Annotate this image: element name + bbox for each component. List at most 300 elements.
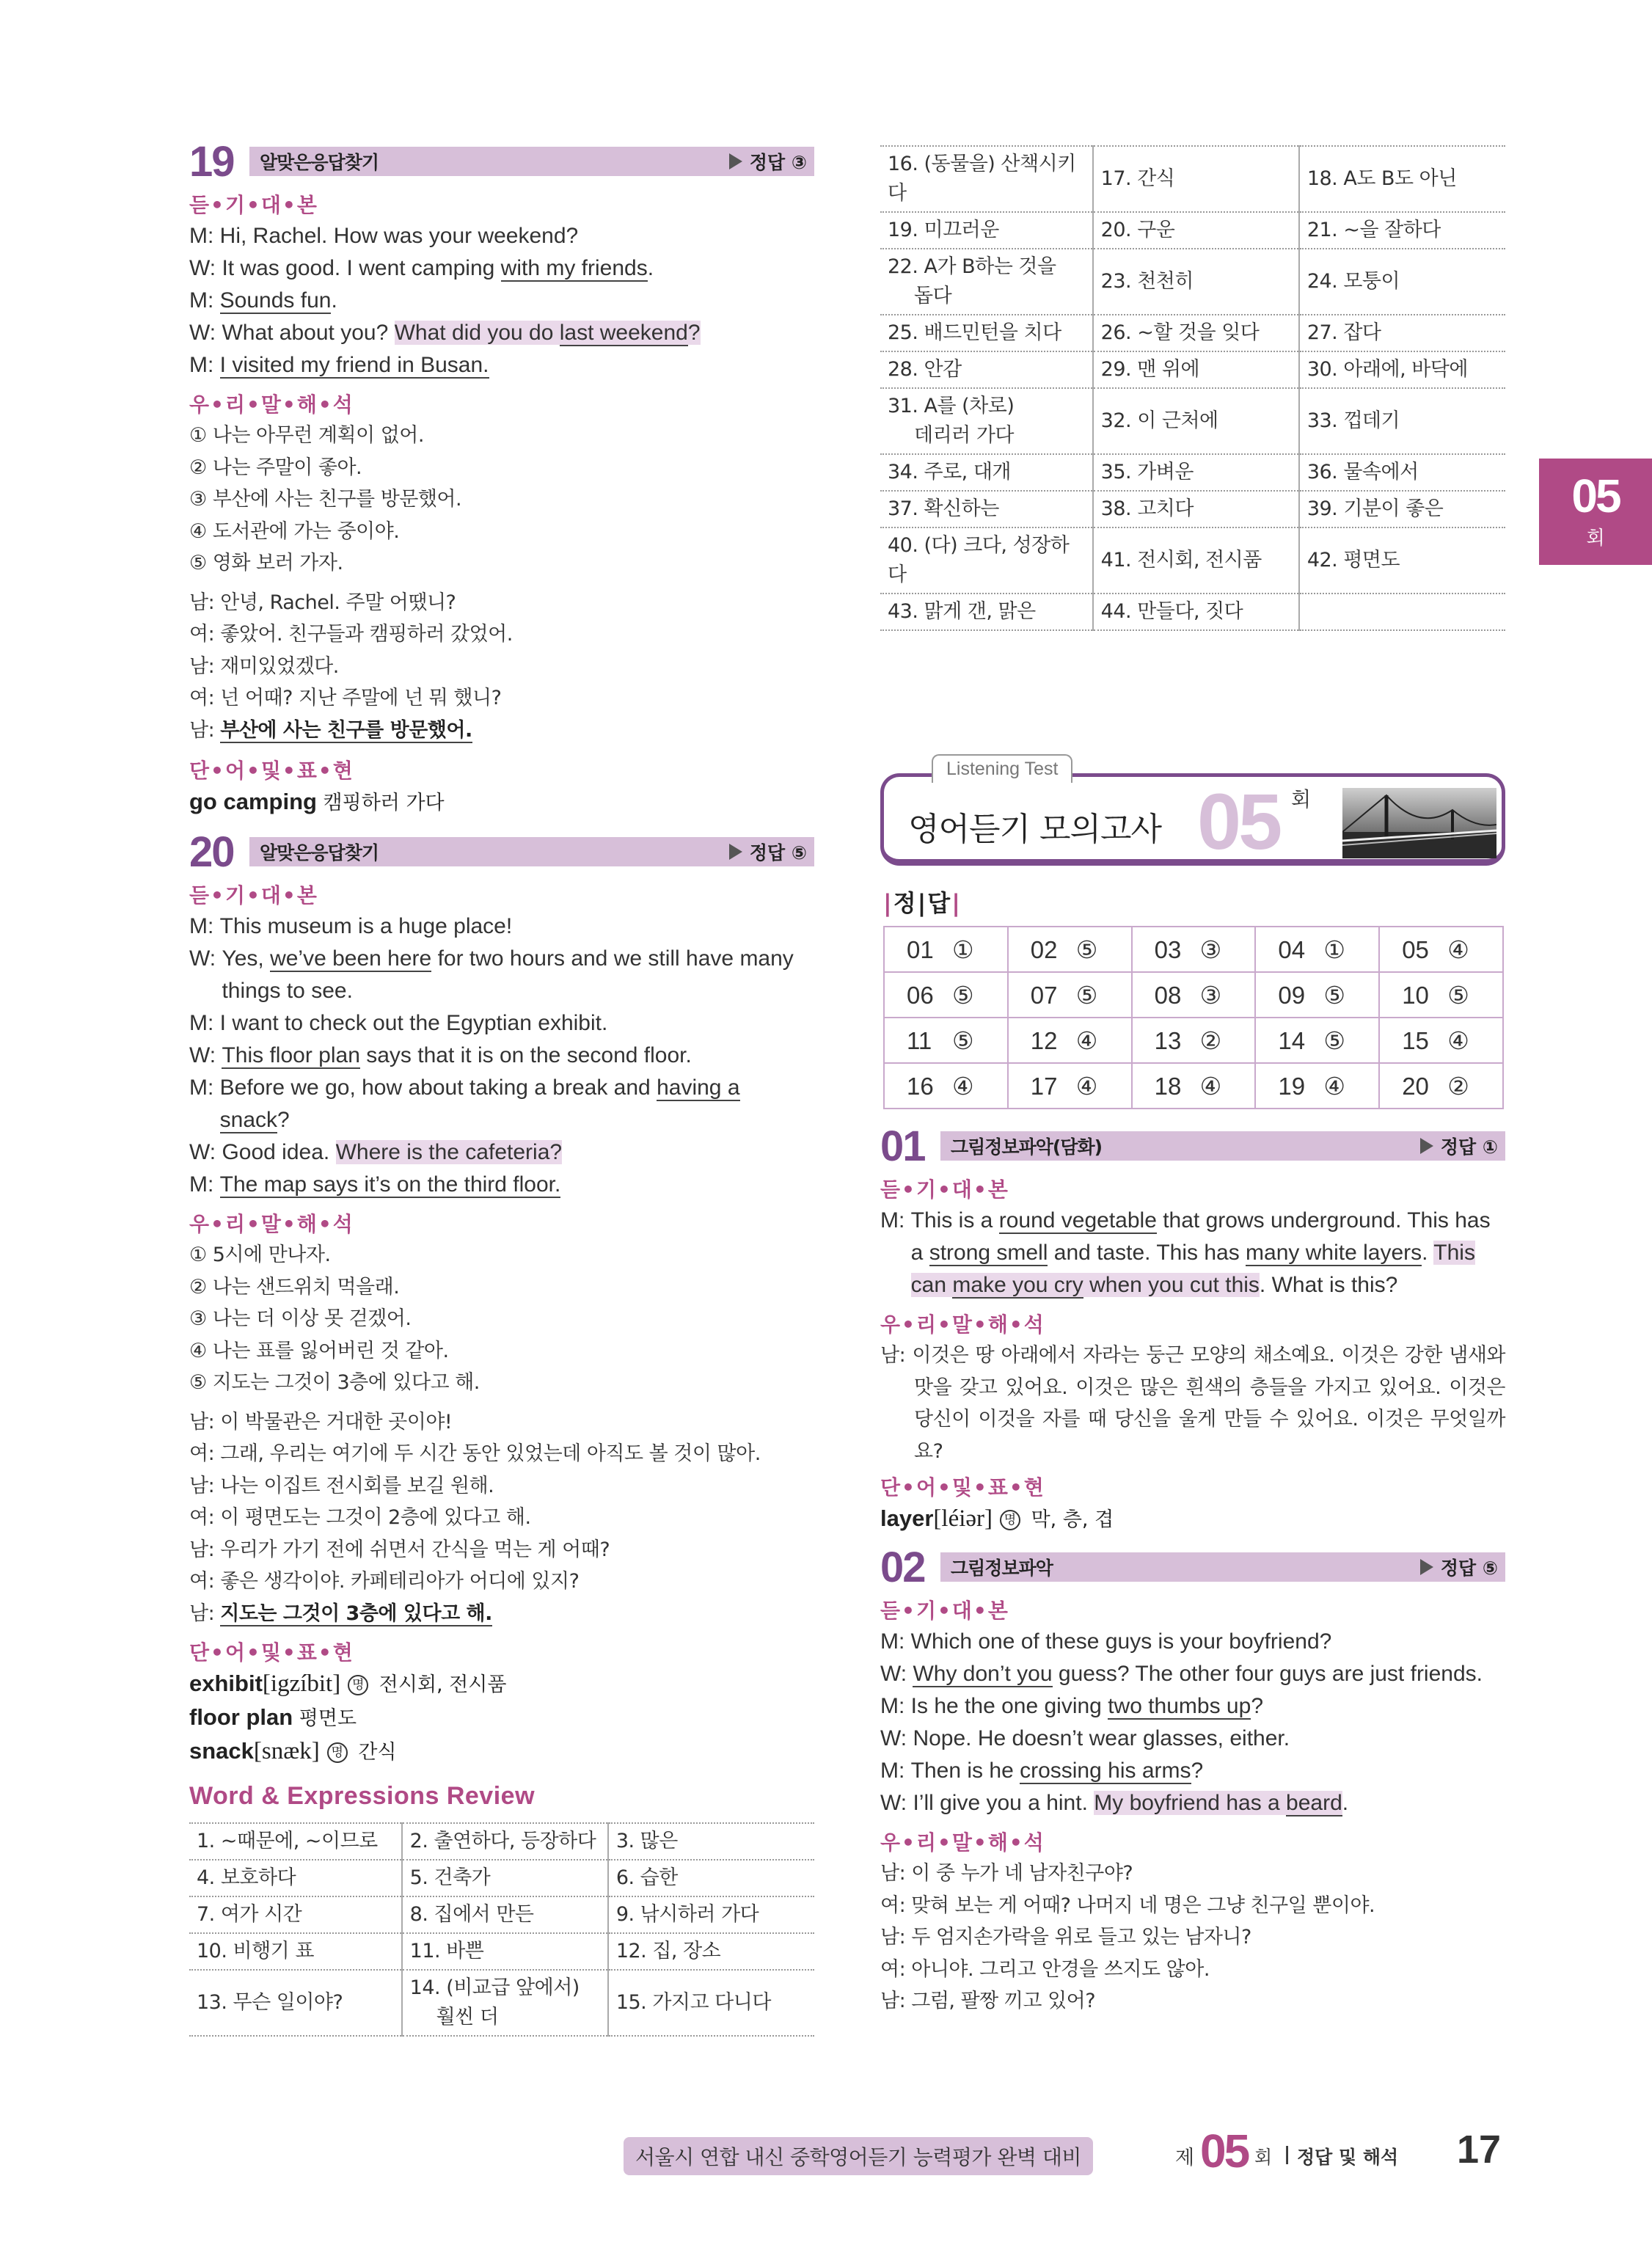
answer-cell xyxy=(1379,1018,1503,1063)
interpretation-label: 우•리•말•해•석 xyxy=(880,1312,1045,1337)
review-cell xyxy=(1299,212,1505,249)
review-cell-text: 28. 안감 xyxy=(888,358,962,381)
translation-line xyxy=(189,1470,814,1502)
vocab-meaning: 막, 층, 겹 xyxy=(1025,1508,1114,1531)
answer-number: 01 xyxy=(907,935,934,963)
speaker-label: M: xyxy=(189,1172,220,1197)
text-segment: . xyxy=(1342,1791,1349,1815)
review-cell xyxy=(1299,146,1505,212)
answer-choice: ③ xyxy=(1199,935,1222,963)
dialogue-text xyxy=(222,1040,814,1072)
review-cell xyxy=(880,351,1093,388)
interpretation-label: 우•리•말•해•석 xyxy=(189,392,354,417)
answer-number: 10 xyxy=(1402,981,1429,1009)
dialogue-line xyxy=(189,1169,814,1201)
review-cell xyxy=(1299,454,1505,491)
section-header xyxy=(880,1545,1505,1589)
review-cell-text: 16. (동물을) 산책시키다 xyxy=(888,153,1076,205)
review-cell-text: 2. 출연하다, 등장하다 xyxy=(409,1830,596,1852)
review-cell xyxy=(402,1896,608,1933)
review-cell-text: 3. 많은 xyxy=(615,1830,678,1852)
review-cell-text: 32. 이 근처에 xyxy=(1100,409,1218,432)
listening-script xyxy=(189,910,814,1201)
section-header xyxy=(189,830,814,874)
part-of-speech-icon: 명 xyxy=(348,1675,368,1695)
translation-text: 남: 그럼, 팔짱 끼고 있어? xyxy=(880,1990,1096,2012)
question-number: 19 xyxy=(189,137,234,186)
speaker-label: M: xyxy=(880,1208,911,1233)
bridge-illustration xyxy=(1342,788,1496,858)
review-cell-text: 40. (다) 크다, 성장하다 xyxy=(888,534,1070,586)
dialogue-line xyxy=(880,1723,1505,1755)
review-cell-text: 8. 집에서 만든 xyxy=(409,1903,534,1926)
text-segment: Before we go, how about taking a break and xyxy=(219,1076,657,1100)
dialogue-text xyxy=(220,285,814,317)
dialogue-text xyxy=(911,1205,1505,1301)
dialogue-line xyxy=(880,1205,1505,1301)
section-header xyxy=(189,137,814,186)
answer-number: 20 xyxy=(1402,1072,1429,1100)
translation-text: 남: 이 박물관은 거대한 곳이야! xyxy=(189,1410,453,1434)
text-segment: that grows underground. This has a xyxy=(910,1208,1491,1265)
dialogue-text xyxy=(913,1658,1505,1690)
vocab-meaning: 캠핑하러 가다 xyxy=(316,792,445,814)
review-cell xyxy=(402,1823,608,1860)
dialogue-line xyxy=(189,317,814,349)
review-cell xyxy=(880,527,1093,594)
review-cell xyxy=(608,1896,814,1933)
speaker-label: M: xyxy=(880,1629,911,1654)
review-cell-text: 19. 미끄러운 xyxy=(888,219,999,241)
translation xyxy=(880,1858,1505,2018)
review-cell-text: 11. 바쁜 xyxy=(409,1940,484,1962)
section-header xyxy=(880,1124,1505,1168)
text-segment: beard xyxy=(1286,1791,1342,1815)
review-cell-text: 24. 모퉁이 xyxy=(1306,270,1400,293)
answer-cell xyxy=(884,972,1008,1018)
review-cell xyxy=(1093,315,1299,351)
review-cell xyxy=(880,454,1093,491)
right-column xyxy=(880,139,1505,2018)
review-cell-text: 26. ~할 것을 잊다 xyxy=(1100,321,1260,344)
answer-number: 02 xyxy=(1030,935,1058,963)
play-arrow-icon xyxy=(1420,1138,1433,1154)
answer-cell xyxy=(1008,927,1132,972)
answer-number: 19 xyxy=(1278,1072,1306,1100)
review-cell-text: 27. 잡다 xyxy=(1306,321,1381,344)
answer-number: 16 xyxy=(907,1072,934,1100)
review-cell xyxy=(189,1896,402,1933)
review-cell xyxy=(1093,527,1299,594)
review-cell-text: 12. 집, 장소 xyxy=(615,1940,721,1962)
speaker-label: M: xyxy=(880,1759,911,1783)
list-item: ③ 부산에 사는 친구를 방문했어. xyxy=(189,488,462,511)
dialogue-line xyxy=(189,1007,814,1040)
review-row xyxy=(880,491,1505,527)
translation-text: 남: 안녕, Rachel. 주말 어땠니? xyxy=(189,591,456,614)
answer-choice: ⑤ xyxy=(1075,981,1098,1009)
dialogue-line xyxy=(880,1658,1505,1690)
answer-choice: ④ xyxy=(1199,1072,1222,1100)
review-cell xyxy=(1093,388,1299,454)
answer-cell xyxy=(1379,1063,1503,1109)
text-segment: This museum is a huge place! xyxy=(219,914,513,938)
answer-choice: ② xyxy=(1447,1072,1469,1100)
listening-test-banner xyxy=(880,754,1505,866)
question-type: 알맞은응답찾기 xyxy=(260,842,379,863)
dialogue-text xyxy=(911,1755,1505,1787)
answer-choice: ④ xyxy=(1075,1026,1098,1054)
text-segment: This can xyxy=(910,1241,1475,1297)
review-row xyxy=(189,1933,814,1970)
dialogue-line xyxy=(880,1755,1505,1787)
translation-line xyxy=(189,682,814,715)
vocab-word: floor plan xyxy=(189,1704,293,1730)
answer-number: 09 xyxy=(1278,981,1306,1009)
text-segment: . xyxy=(1422,1241,1434,1265)
list-item: ② 나는 샌드위치 먹을래. xyxy=(189,1275,400,1299)
text-segment: crossing his arms xyxy=(1020,1759,1191,1783)
review-cell-text: 39. 기분이 좋은 xyxy=(1306,497,1444,520)
vocab-entry xyxy=(189,786,814,819)
translation-text: 여: 이 평면도는 그것이 2층에 있다고 해. xyxy=(189,1506,531,1529)
speaker-label: W: xyxy=(189,946,222,971)
text-segment: ? xyxy=(277,1108,290,1132)
answer-number: 05 xyxy=(1402,935,1429,963)
answer-options xyxy=(189,420,814,580)
review-cell-text: 37. 확신하는 xyxy=(888,497,999,520)
text-segment: Yes, xyxy=(222,946,271,971)
vocab-word: go camping xyxy=(189,789,317,814)
speaker-label: W: xyxy=(189,321,222,345)
vocab-phonetic: [snæk] xyxy=(253,1738,320,1764)
review-cell-text: 15. 가지고 다니다 xyxy=(615,1991,771,2014)
question-20 xyxy=(189,830,814,1769)
translation-text: 남: 이 중 누가 네 남자친구야? xyxy=(880,1862,1133,1885)
question-02 xyxy=(880,1545,1505,2018)
text-segment: What about you? xyxy=(222,321,395,345)
bridge-photo xyxy=(1342,788,1496,858)
question-number: 20 xyxy=(189,828,234,876)
listening-script-label: 듣•기•대•본 xyxy=(880,1177,1009,1202)
speaker-label: W: xyxy=(880,1791,913,1815)
list-item: ③ 나는 더 이상 못 걷겠어. xyxy=(189,1307,412,1330)
question-19 xyxy=(189,139,814,819)
speaker-label: W: xyxy=(189,1043,222,1067)
review-cell xyxy=(880,212,1093,249)
translation-text: 남: xyxy=(189,1602,221,1625)
text-segment: Is he the one giving xyxy=(910,1694,1108,1718)
answer-label: 정답 ③ xyxy=(749,152,807,173)
review-cell xyxy=(880,491,1093,527)
text-segment: Sounds fun xyxy=(219,288,332,313)
text-segment: . xyxy=(647,256,654,280)
review-cell-text: 데리러 가다 xyxy=(914,424,1014,447)
review-cell xyxy=(402,1860,608,1896)
answer-cell xyxy=(1379,927,1503,972)
review-row xyxy=(880,146,1505,212)
text-segment: Which one of these guys is your boyfriend? xyxy=(910,1629,1332,1654)
translation-text: 남: xyxy=(189,718,221,742)
speaker-label: M: xyxy=(189,1011,220,1035)
answer-key-table xyxy=(883,926,1504,1109)
list-item: ① 나는 아무런 계획이 없어. xyxy=(189,424,424,447)
review-cell xyxy=(880,315,1093,351)
review-cell-text: 10. 비행기 표 xyxy=(197,1940,314,1962)
dialogue-text xyxy=(222,943,814,1007)
answer-cell xyxy=(1132,972,1256,1018)
text-segment: Good idea. xyxy=(222,1140,336,1164)
translation-text: 남: 재미있었겠다. xyxy=(189,654,339,678)
translation xyxy=(880,1340,1505,1467)
translation-answer: 지도는 그것이 3층에 있다고 해. xyxy=(220,1602,492,1625)
answer-choice: ④ xyxy=(1323,1072,1345,1100)
review-cell xyxy=(608,1860,814,1896)
dialogue-text xyxy=(913,1723,1505,1755)
dialogue-line xyxy=(189,349,814,381)
text-segment: . xyxy=(331,288,337,313)
review-cell xyxy=(1093,212,1299,249)
review-cell-text: 17. 간식 xyxy=(1100,167,1175,190)
text-segment: My boyfriend has a xyxy=(1094,1791,1287,1815)
listening-script xyxy=(189,220,814,381)
question-type: 알맞은응답찾기 xyxy=(260,152,379,173)
dialogue-line xyxy=(189,943,814,1007)
review-table-left xyxy=(189,1822,814,2037)
translation-line xyxy=(189,587,814,619)
listening-script xyxy=(880,1205,1505,1301)
question-type-bar xyxy=(249,147,814,176)
review-row xyxy=(189,1896,814,1933)
answer-cell xyxy=(884,1018,1008,1063)
answer-cell xyxy=(1008,1018,1132,1063)
dialogue-line xyxy=(189,220,814,252)
review-cell-text: 25. 배드민턴을 치다 xyxy=(888,321,1061,344)
answer-cell xyxy=(884,1063,1008,1109)
translation-line xyxy=(880,1985,1505,2018)
interpretation-label: 우•리•말•해•석 xyxy=(880,1830,1045,1855)
dialogue-text xyxy=(222,1136,814,1169)
text-segment: we’ve been here xyxy=(270,946,432,971)
dialogue-line xyxy=(189,1040,814,1072)
review-cell xyxy=(402,1970,608,2036)
review-cell xyxy=(189,1823,402,1860)
left-column xyxy=(189,139,814,2037)
speaker-label: M: xyxy=(189,353,220,377)
answer-choice: ⑤ xyxy=(1323,981,1345,1009)
review-cell xyxy=(1093,351,1299,388)
text-segment: many white layers xyxy=(1246,1241,1422,1265)
review-cell-text: 35. 가벼운 xyxy=(1100,461,1194,483)
text-segment: strong smell xyxy=(929,1241,1048,1265)
banner-tag: Listening Test xyxy=(932,754,1072,783)
text-segment: What did you do xyxy=(394,321,560,345)
review-cell-text: 31. A를 (차로) xyxy=(888,395,1015,417)
review-row xyxy=(189,1970,814,2036)
text-segment: I want to check out the Egyptian exhibit. xyxy=(219,1011,608,1035)
dialogue-line xyxy=(880,1787,1505,1819)
answer-number: 03 xyxy=(1154,935,1182,963)
text-segment: This floor plan xyxy=(222,1043,360,1067)
answer-cell xyxy=(884,927,1008,972)
review-cell xyxy=(880,594,1093,630)
text-segment: ? xyxy=(687,321,701,345)
speaker-label: M: xyxy=(189,224,220,248)
answer-indicator xyxy=(729,839,807,865)
listening-script-label: 듣•기•대•본 xyxy=(189,883,318,908)
banner-suffix: 회 xyxy=(1291,787,1312,811)
review-cell-text: 14. (비교급 앞에서) xyxy=(409,1976,580,1999)
review-cell xyxy=(1299,249,1505,315)
play-arrow-icon xyxy=(729,153,742,169)
answer-choice: ① xyxy=(1323,935,1345,963)
review-cell xyxy=(1299,351,1505,388)
review-cell-text: 훨씬 더 xyxy=(436,2006,499,2029)
list-item: ② 나는 주말이 좋아. xyxy=(189,456,362,479)
translation-line xyxy=(880,1340,1505,1467)
speaker-label: W: xyxy=(189,256,222,280)
dialogue-line xyxy=(189,910,814,943)
review-cell xyxy=(880,146,1093,212)
vocab-word: exhibit xyxy=(189,1670,263,1696)
dialogue-text xyxy=(220,1072,814,1136)
answer-indicator xyxy=(729,148,807,175)
text-segment: round vegetable xyxy=(998,1208,1157,1233)
dialogue-text xyxy=(911,1626,1505,1658)
text-segment: Why don’t you xyxy=(913,1662,1053,1686)
list-item: ④ 나는 표를 잃어버린 것 같아. xyxy=(189,1339,449,1362)
speaker-label: M: xyxy=(189,914,220,938)
review-cell-text: 5. 건축가 xyxy=(409,1866,491,1889)
dialogue-line xyxy=(189,285,814,317)
chapter-tab-suffix: 회 xyxy=(1586,527,1605,549)
translation-line xyxy=(880,1890,1505,1922)
speaker-label: W: xyxy=(189,1140,222,1164)
translation-line xyxy=(189,1534,814,1566)
page-footer xyxy=(624,2124,1511,2183)
review-row xyxy=(880,212,1505,249)
review-cell-text: 7. 여가 시간 xyxy=(197,1903,302,1926)
answer-row xyxy=(884,1018,1503,1063)
part-of-speech-icon: 명 xyxy=(1000,1510,1020,1530)
vocab-word: layer xyxy=(880,1505,934,1531)
vocab-entry xyxy=(189,1735,814,1769)
question-number: 02 xyxy=(880,1543,925,1591)
play-arrow-icon xyxy=(1420,1559,1433,1575)
list-item: ① 5시에 만나자. xyxy=(189,1244,331,1266)
review-row xyxy=(880,249,1505,315)
review-cell xyxy=(189,1970,402,2036)
speaker-label: M: xyxy=(880,1694,911,1718)
answer-choice: ② xyxy=(1199,1026,1222,1054)
review-cell xyxy=(1299,491,1505,527)
text-segment: It was good. I went camping xyxy=(222,256,501,280)
answers-label: |정|답| xyxy=(883,889,962,917)
interpretation-label: 우•리•말•해•석 xyxy=(189,1212,354,1236)
dialogue-line xyxy=(189,1136,814,1169)
chapter-tab[interactable] xyxy=(1539,459,1652,565)
dialogue-text xyxy=(913,1787,1505,1819)
review-row xyxy=(880,315,1505,351)
text-segment: ? xyxy=(1191,1759,1204,1783)
answer-cell xyxy=(1379,972,1503,1018)
answer-options xyxy=(189,1239,814,1399)
question-number: 01 xyxy=(880,1122,925,1170)
text-segment: for two hours and we still have many things to see. xyxy=(222,946,794,1003)
dialogue-text xyxy=(911,1690,1505,1723)
translation-line xyxy=(880,1858,1505,1890)
answer-number: 12 xyxy=(1030,1026,1058,1054)
vocab-entry xyxy=(189,1668,814,1701)
answer-choice: ① xyxy=(952,935,974,963)
vocab-entry xyxy=(880,1502,1505,1536)
vocab-entry xyxy=(189,1701,814,1735)
vocabulary-list xyxy=(189,786,814,819)
review-cell xyxy=(1093,146,1299,212)
dialogue-text xyxy=(222,317,814,349)
review-cell xyxy=(1093,454,1299,491)
answer-indicator xyxy=(1420,1554,1498,1580)
part-of-speech-icon: 명 xyxy=(327,1742,348,1763)
answer-number: 11 xyxy=(907,1026,932,1054)
speaker-label: W: xyxy=(880,1662,913,1686)
answer-choice: ⑤ xyxy=(1323,1026,1345,1054)
translation-text: 여: 그래, 우리는 여기에 두 시간 동안 있었는데 아직도 볼 것이 많아. xyxy=(189,1442,761,1465)
translation-text: 남: 나는 이집트 전시회를 보길 원해. xyxy=(189,1474,494,1497)
answer-choice: ④ xyxy=(1447,1026,1469,1054)
translation xyxy=(189,587,814,747)
translation-line xyxy=(189,715,814,747)
review-cell-text: 20. 구운 xyxy=(1100,219,1175,241)
footer-suffix: 회 xyxy=(1254,2147,1273,2168)
text-segment: last weekend xyxy=(559,321,688,345)
answer-choice: ⑤ xyxy=(1447,981,1469,1009)
dialogue-line xyxy=(189,1072,814,1136)
question-type: 그림정보파악 xyxy=(951,1558,1053,1579)
text-segment: ? xyxy=(1251,1694,1263,1718)
play-arrow-icon xyxy=(729,844,742,860)
translation-line xyxy=(880,1921,1505,1954)
answer-number: 14 xyxy=(1278,1026,1306,1054)
answer-number: 04 xyxy=(1278,935,1306,963)
review-row xyxy=(189,1823,814,1860)
dialogue-text xyxy=(222,252,814,285)
answer-label: 정답 ⑤ xyxy=(749,842,807,863)
translation-text: 여: 넌 어때? 지난 주말에 넌 뭐 했니? xyxy=(189,687,502,709)
review-cell-text: 13. 무슨 일이야? xyxy=(197,1991,343,2014)
question-type: 그림정보파악(담화) xyxy=(951,1136,1103,1158)
review-cell xyxy=(880,249,1093,315)
text-segment: This is a xyxy=(910,1208,999,1233)
review-row xyxy=(880,454,1505,491)
text-segment: guess? The other four guys are just friends. xyxy=(1052,1662,1483,1686)
text-segment: and taste. This has xyxy=(1048,1241,1246,1265)
review-cell-text: 41. 전시회, 전시품 xyxy=(1100,549,1262,572)
review-cell xyxy=(608,1933,814,1970)
text-segment: with my friends xyxy=(500,256,648,280)
answer-number: 13 xyxy=(1154,1026,1182,1054)
review-row xyxy=(880,388,1505,454)
vocabulary-list xyxy=(189,1668,814,1769)
review-cell-text: 42. 평면도 xyxy=(1306,549,1400,572)
footer-book-title: 서울시 연합 내신 중학영어듣기 능력평가 완벽 대비 xyxy=(624,2137,1093,2175)
dialogue-line xyxy=(880,1626,1505,1658)
review-cell xyxy=(608,1823,814,1860)
answer-cell xyxy=(1008,1063,1132,1109)
translation-line xyxy=(189,1598,814,1630)
dialogue-text xyxy=(220,349,814,381)
vocab-phonetic: [léiər] xyxy=(933,1505,993,1532)
